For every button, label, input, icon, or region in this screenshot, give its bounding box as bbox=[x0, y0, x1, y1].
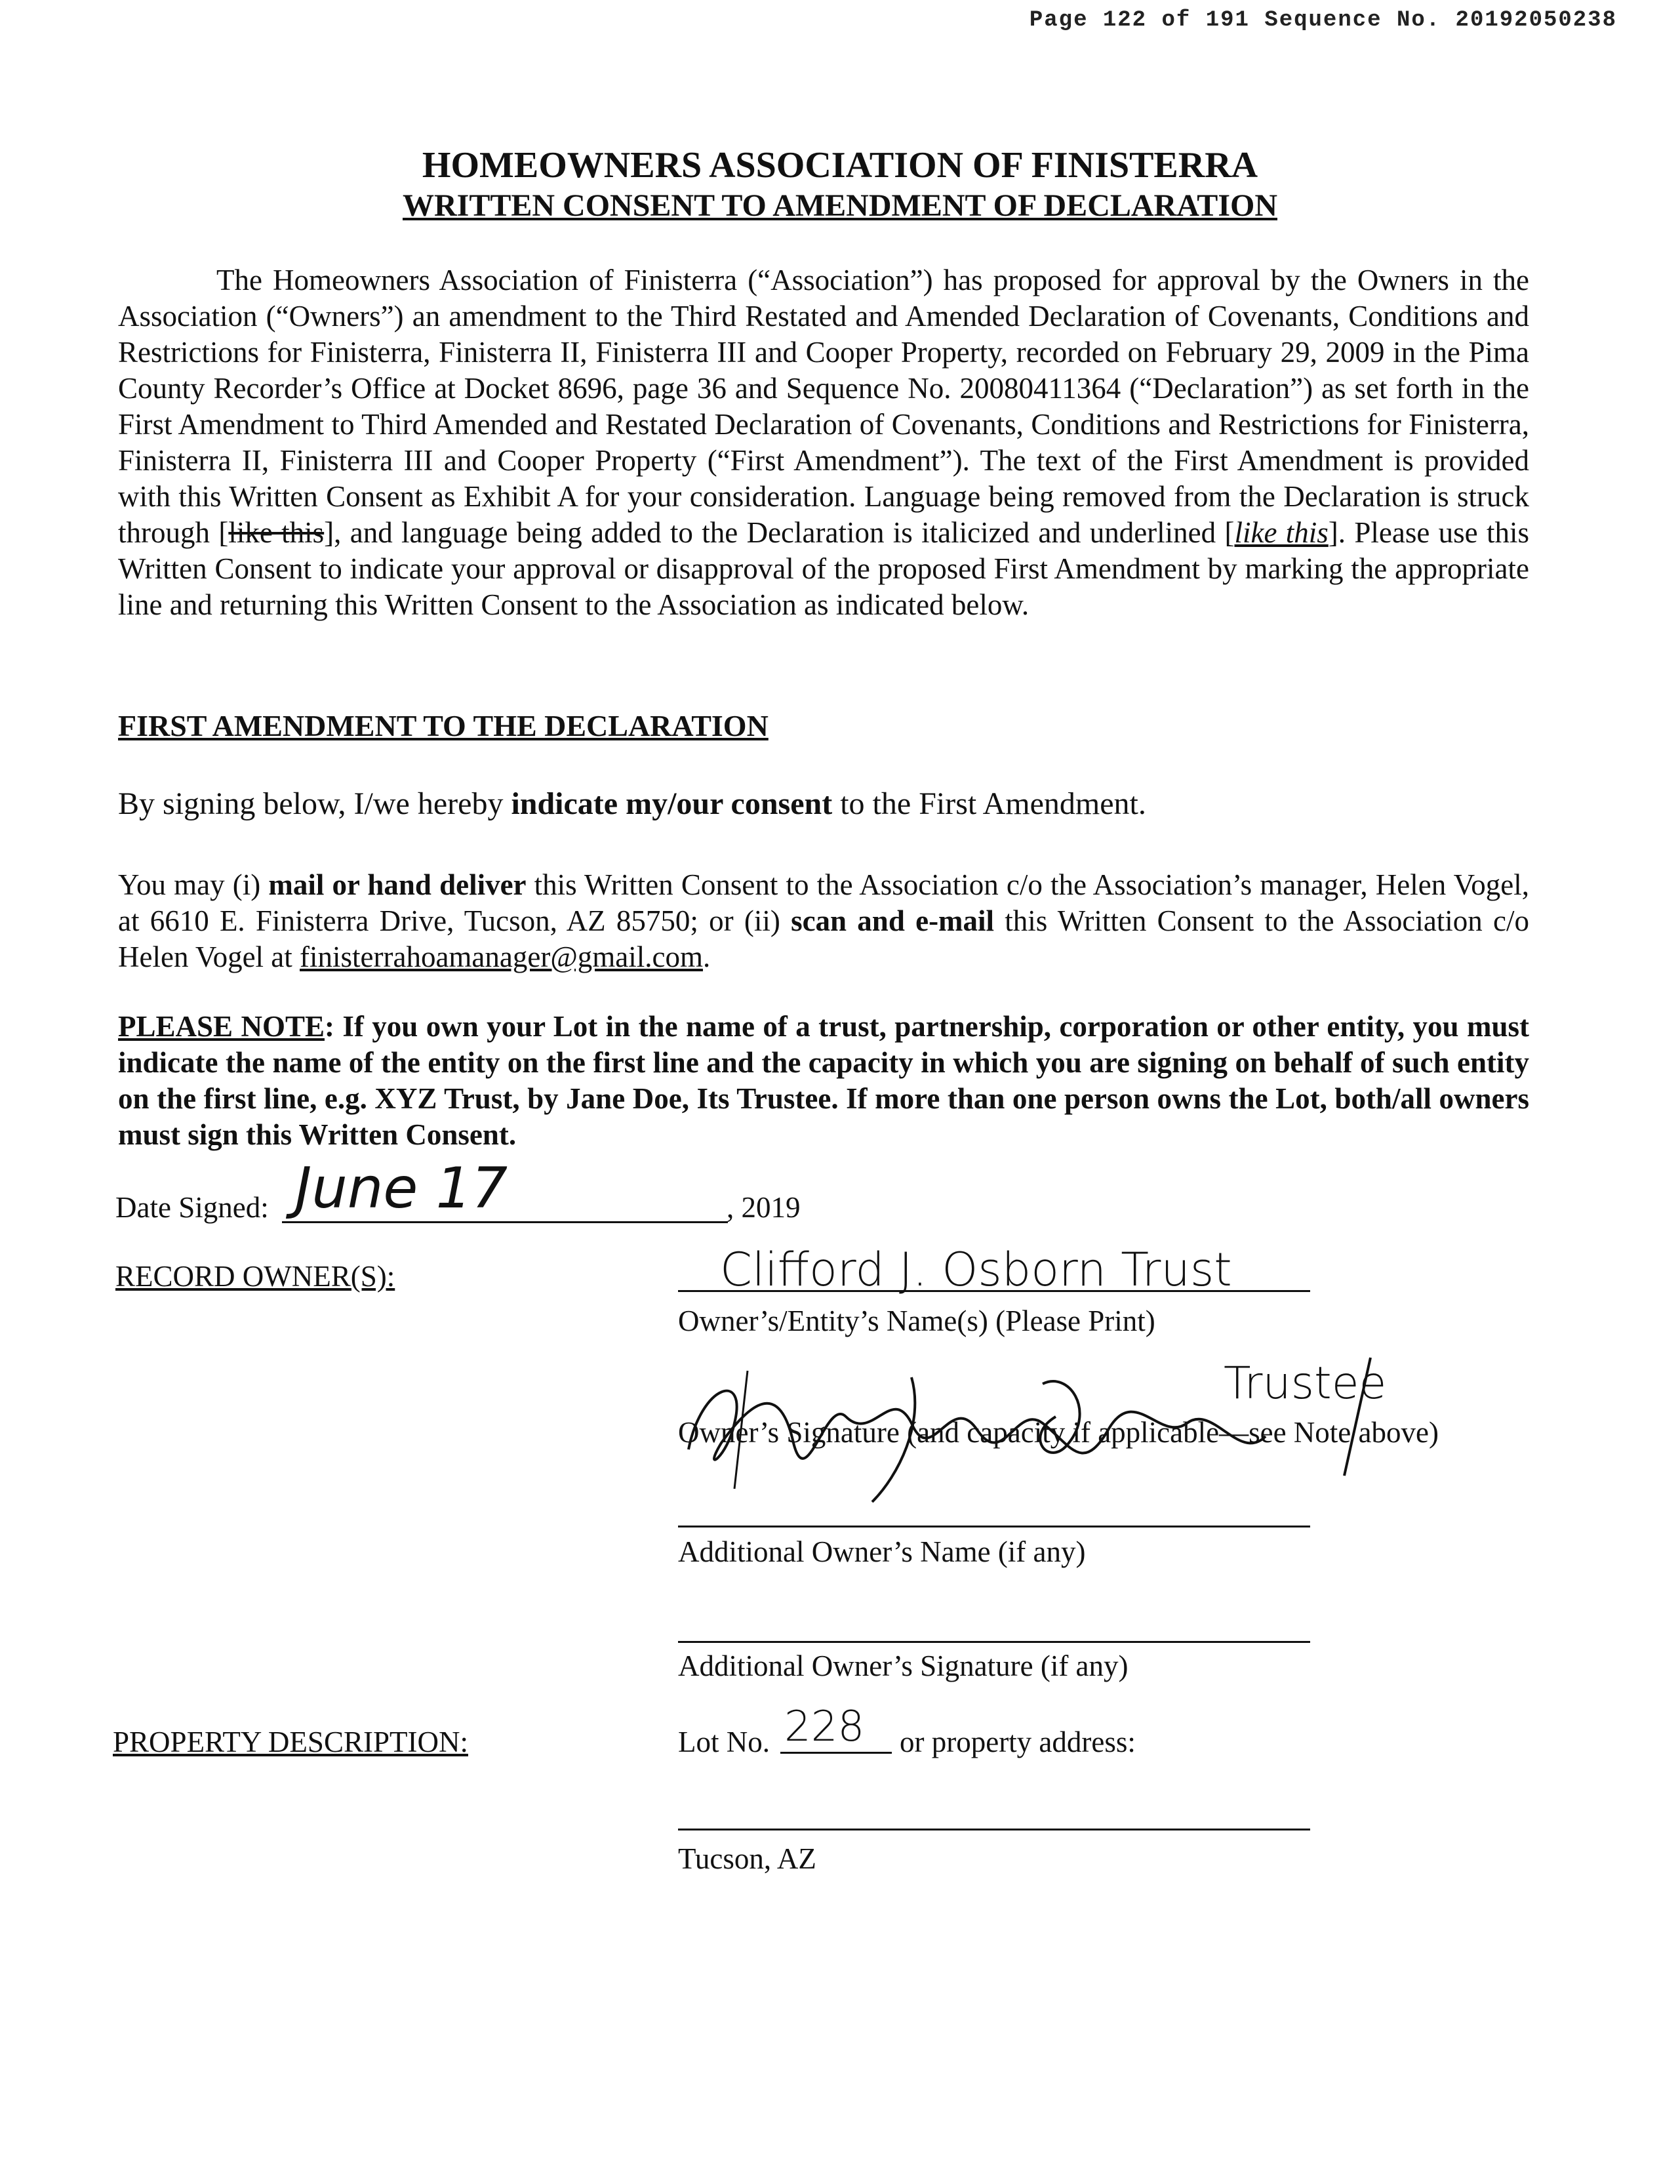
owner-name-caption: Owner’s/Entity’s Name(s) (Please Print) bbox=[678, 1304, 1155, 1337]
please-note-paragraph bbox=[118, 1009, 1529, 1153]
property-address-label: or property address: bbox=[900, 1726, 1136, 1758]
page-sequence-header: Page 122 of 191 Sequence No. 20192050238 bbox=[1029, 8, 1617, 33]
delivery-instructions bbox=[118, 867, 1529, 975]
additional-owner-signature-line[interactable] bbox=[678, 1611, 1310, 1643]
intro-text-2: ], and language being added to the Declaration is italicized and underlined [ bbox=[324, 516, 1235, 549]
consent-pre: By signing below, I/we hereby bbox=[118, 786, 511, 821]
note-label: PLEASE NOTE bbox=[118, 1010, 325, 1043]
delivery-bold-1: mail or hand deliver bbox=[268, 868, 527, 901]
year-suffix: , 2019 bbox=[727, 1191, 801, 1224]
consent-statement bbox=[118, 786, 1146, 822]
intro-text-1: The Homeowners Association of Finisterra (“Association”) has proposed for approval by the Owners in the Association (“Owners”) an amendment to the Third Restated and Amended Declaration of Covenants, Conditions and Restrictions for Finisterra, Finisterra II, Finisterra III and Cooper Property, recorded on February 29, 2009 in the Pima County Recorder’s Office at Docket 8696, page 36 and Sequence No. 20080411364 (“Declaration”) as set forth in the First Amendment to Third Amended and Restated Declaration of Covenants, Conditions and Restrictions for Finisterra, Finisterra II, Finisterra III and Cooper Property (“First Amendment”). The text of the First Amendment is provided with this Written Consent as Exhibit A for your consideration. Language being removed from the Declaration is struck through [ bbox=[118, 264, 1529, 549]
date-signed-label: Date Signed: bbox=[115, 1191, 269, 1224]
note-text: : If you own your Lot in the name of a trust, partnership, corporation or other entity, you must indicate the name of the entity on the first line and the capacity in which you are signing on behalf of such entity on the first line, e.g. XYZ Trust, by Jane Doe, Its Trustee. If more than one person owns the Lot, both/all owners must sign this Written Consent. bbox=[118, 1010, 1529, 1151]
document-subtitle: WRITTEN CONSENT TO AMENDMENT OF DECLARATION bbox=[402, 188, 1277, 223]
delivery-text-1: You may (i) bbox=[118, 868, 269, 901]
handwritten-capacity: Trustee bbox=[1224, 1358, 1387, 1409]
italic-underline-example: like this bbox=[1234, 516, 1329, 549]
document-title: HOMEOWNERS ASSOCIATION OF FINISTERRA bbox=[422, 145, 1258, 186]
record-owner-label: RECORD OWNER(S): bbox=[115, 1260, 395, 1293]
consent-post: to the First Amendment. bbox=[832, 786, 1146, 821]
property-description-label: PROPERTY DESCRIPTION: bbox=[113, 1726, 468, 1758]
section-heading: FIRST AMENDMENT TO THE DECLARATION bbox=[118, 709, 769, 742]
additional-owner-name-line[interactable] bbox=[678, 1495, 1310, 1527]
delivery-bold-2: scan and e-mail bbox=[791, 904, 995, 937]
manager-email-link[interactable]: finisterrahoamanager@gmail.com bbox=[300, 940, 703, 973]
handwritten-lot-number: 228 bbox=[784, 1703, 865, 1751]
lot-number-label: Lot No. bbox=[678, 1726, 770, 1758]
additional-owner-signature-caption: Additional Owner’s Signature (if any) bbox=[678, 1649, 1129, 1682]
intro-text-3: ]. Please use this Written Consent to indicate your approval or disapproval of the proposed First Amendment by marking the appropriate line and returning this Written Consent to the Association as indicated below. bbox=[118, 516, 1530, 621]
additional-owner-name-caption: Additional Owner’s Name (if any) bbox=[678, 1535, 1086, 1568]
delivery-text-4: . bbox=[702, 940, 711, 973]
property-address-line[interactable] bbox=[678, 1798, 1310, 1830]
signature-caption: Owner’s Signature (and capacity if applicable—see Note above) bbox=[678, 1416, 1439, 1449]
delivery-text-3: this Written Consent to the Association c/o Helen Vogel at bbox=[118, 904, 1530, 973]
handwritten-owner-name: Clifford J. Osborn Trust bbox=[720, 1243, 1232, 1297]
delivery-text-2: this Written Consent to the Association c/o the Association’s manager, Helen Vogel, at 6610 E. Finisterra Drive, Tucson, AZ 85750; or (ii) bbox=[118, 868, 1529, 937]
city-state-label: Tucson, AZ bbox=[678, 1842, 816, 1875]
strikethrough-example: like this bbox=[228, 516, 325, 549]
consent-bold: indicate my/our consent bbox=[511, 786, 833, 821]
intro-paragraph bbox=[118, 262, 1529, 623]
handwritten-date: June 17 bbox=[295, 1156, 508, 1221]
